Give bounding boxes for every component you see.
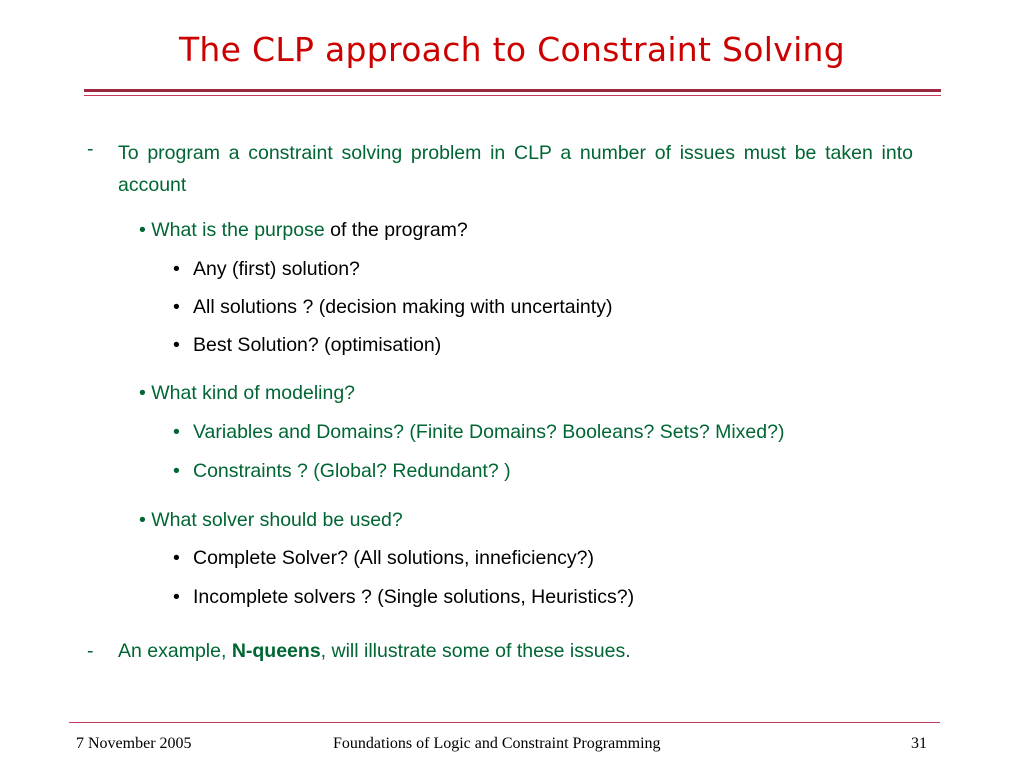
section-bullet: • [139, 509, 146, 531]
section-bullet: • [139, 382, 146, 404]
purpose-highlight: What is the purpose [151, 219, 325, 241]
footer-page-number: 31 [911, 735, 927, 752]
dash-marker: - [87, 640, 94, 662]
sub-bullet: • [173, 547, 180, 569]
sub-item [173, 420, 784, 444]
sub-bullet: • [173, 334, 180, 356]
sub-item [173, 295, 612, 319]
sub-item [173, 546, 594, 570]
sub-bullet: • [173, 296, 180, 318]
sub-bullet: • [173, 258, 180, 280]
example-bold: N-queens [231, 640, 321, 662]
footer-date: 7 November 2005 [76, 735, 192, 752]
section-bullet: • [139, 219, 146, 241]
slide-title: The CLP approach to Constraint Solving [178, 30, 846, 69]
section-modeling [139, 381, 355, 405]
footer-divider [69, 722, 940, 723]
sub-item-text: Best Solution? (optimisation) [193, 334, 442, 356]
sub-item [173, 585, 634, 609]
sub-item [173, 333, 441, 357]
section-purpose [139, 218, 468, 242]
section-text: What solver should be used? [151, 509, 403, 531]
sub-item-text: Variables and Domains? (Finite Domains? Booleans? Sets? Mixed?) [193, 421, 785, 443]
sub-item-text: Complete Solver? (All solutions, inneficiency?) [193, 547, 595, 569]
sub-item-text: All solutions ? (decision making with uncertainty) [193, 296, 613, 318]
title-divider-thin [84, 95, 941, 96]
title-divider-thick [84, 89, 941, 92]
example-text [118, 639, 631, 663]
footer-course: Foundations of Logic and Constraint Programming [333, 735, 661, 752]
sub-item [173, 459, 511, 483]
sub-item-text: Any (first) solution? [193, 258, 360, 280]
sub-bullet: • [173, 421, 180, 443]
sub-bullet: • [173, 586, 180, 608]
sub-bullet: • [173, 460, 180, 482]
sub-item-text: Constraints ? (Global? Redundant? ) [193, 460, 511, 482]
sub-item [173, 257, 360, 281]
section-solver [139, 508, 403, 532]
sub-item-text: Incomplete solvers ? (Single solutions, Heuristics?) [193, 586, 635, 608]
section-text: What kind of modeling? [151, 382, 356, 404]
example-text-before: An example, [118, 640, 232, 662]
example-text-after: , will illustrate some of these issues. [320, 640, 631, 662]
intro-text: To program a constraint solving problem in CLP a number of issues must be taken into account [118, 142, 913, 196]
dash-marker: - [87, 138, 94, 160]
purpose-rest: of the program? [324, 219, 468, 241]
